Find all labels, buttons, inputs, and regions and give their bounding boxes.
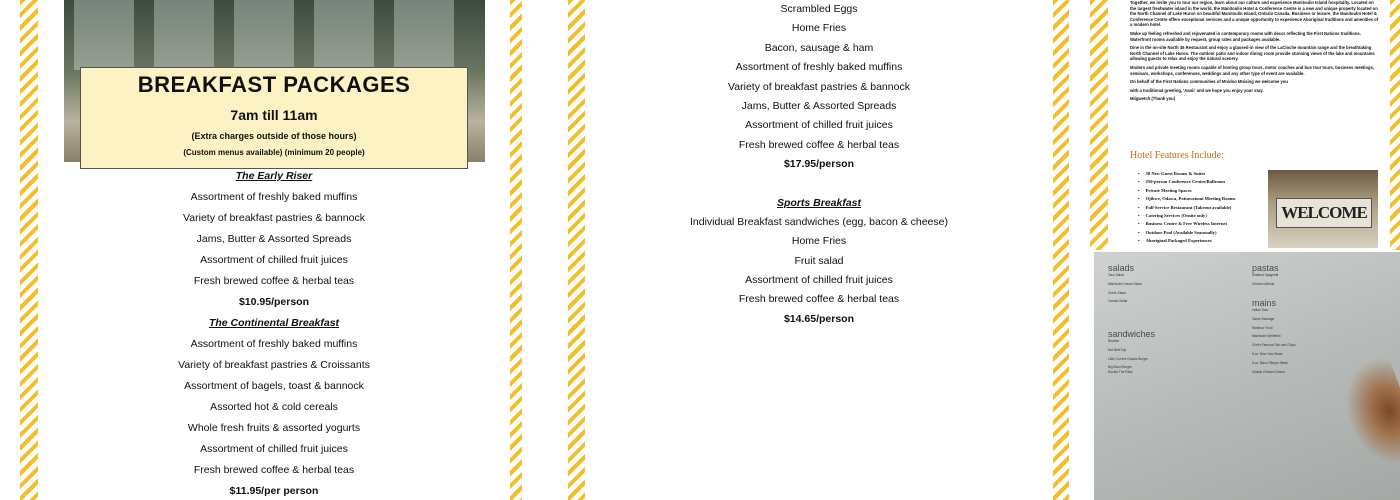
- menu-item: Home Fries: [791, 235, 847, 248]
- hours-text: 7am till 11am: [230, 107, 318, 123]
- paragraph: Together, we invite you to tour our region, learn about our culture and experience Manitoulin Island hospitality. Located on the largest freshwater island in the world, the Manitoulin Hotel & Conference Centre is a new and unique property located on the North Channel of Lake Huron on beautiful Manitoulin Island, Ontario Canada. Business or leisure, the Manitoulin Hotel & Conference Centre offers exceptional services and a unique opportunity to experience Aboriginal traditions and amenities of a modern hotel.: [1130, 0, 1379, 28]
- menu-item: Greek Salad: [1108, 290, 1126, 295]
- menu-item: Fresh brewed coffee & herbal teas: [738, 138, 900, 151]
- menu-item: Little Current Classic Burger: [1108, 356, 1148, 361]
- menu-section-heading: pastas: [1252, 263, 1279, 273]
- early-riser-heading: The Early Riser: [235, 170, 313, 182]
- menu-item: Fruit salad: [794, 254, 844, 267]
- continental-price: $11.95/per person: [229, 485, 319, 497]
- menu-item: Bacon, sausage & ham: [764, 41, 874, 54]
- menu-item: Variety of breakfast pastries & bannock: [183, 212, 365, 224]
- feather-decoration: [1331, 353, 1400, 477]
- stripe-border-right-page1: [510, 0, 522, 500]
- menu-item: Jams, Butter & Assorted Spreads: [741, 99, 897, 112]
- menu-item: Big Bison Burger: [1108, 365, 1132, 370]
- list-item: • 250-person Conference Centre/Ballroom: [1138, 178, 1278, 186]
- menu-item: Assortment of freshly baked muffins: [190, 338, 358, 350]
- menu-item: Individual Breakfast sandwiches (egg, bacon & cheese): [690, 215, 948, 228]
- paragraph: Dine in the on-site North 46 Restaurant and enjoy a glassed-in view of the LaCloche mountain range and the breathtaking North Channel of Lake Huron. The outdoor patio and indoor dining room provide stunning views of the lake and mountains allowing guests to relax and enjoy the natural scenery.: [1130, 45, 1375, 62]
- menu-item: Game Sausage: [1252, 316, 1275, 321]
- custom-menus-note: (Custom menus available) (minimum 20 people): [183, 148, 365, 157]
- menu-item: 8 oz. Bison Ribeye Steak: [1252, 360, 1288, 365]
- menu-item: Variety of breakfast pastries & bannock: [728, 80, 910, 93]
- menu-item: Chef's Famous Fish and Chips: [1252, 343, 1296, 348]
- menu-item: Seafood Spaghetti: [1252, 273, 1279, 277]
- menu-item: Fresh brewed coffee & herbal teas: [738, 293, 900, 306]
- list-item: • Outdoor Pool (Available Seasonally): [1138, 229, 1278, 237]
- menu-item: Fresh brewed coffee & herbal teas: [193, 464, 355, 476]
- menu-section-heading: salads: [1108, 263, 1135, 273]
- list-item: • Ojibwe, Odawa, Pottawatomi Meeting Rooms: [1138, 195, 1278, 203]
- menu-item: Fresh brewed coffee & herbal teas: [193, 275, 355, 287]
- breakfast-packages-page-1: [38, 0, 510, 500]
- list-item: • Business Centre & Free Wireless Internet: [1138, 220, 1278, 228]
- menu-item: Assortment of bagels, toast & bannock: [184, 380, 364, 392]
- welcome-sign: WELCOME: [1276, 198, 1372, 228]
- breakfast-packages-page-2: [585, 0, 1053, 500]
- hot-breakfast-menu: [585, 0, 1053, 329]
- menu-item: Assortment of freshly baked muffins: [735, 61, 903, 74]
- menu-right-column: [1252, 260, 1392, 374]
- features-title: Hotel Features Include:: [1130, 150, 1224, 161]
- list-item: • Private Meeting Spaces: [1138, 187, 1278, 195]
- menu-item: Assortment of chilled fruit juices: [745, 119, 893, 132]
- menu-item: Jams, Butter & Assorted Spreads: [196, 233, 352, 245]
- welcome-sign-photo: [1268, 170, 1378, 248]
- early-riser-price: $10.95/person: [238, 296, 310, 308]
- menu-section-heading: mains: [1252, 298, 1277, 309]
- menu-section-heading: sandwiches: [1108, 328, 1156, 339]
- hotel-info-page: [1108, 0, 1390, 250]
- menu-item: Reuben: [1108, 338, 1120, 343]
- menu-item: Rainbow Trout: [1252, 325, 1273, 330]
- restaurant-menu-photo: [1094, 252, 1400, 500]
- sports-breakfast-heading: Sports Breakfast: [776, 196, 862, 209]
- list-item: • Full-Service Restaurant (Takeout available): [1138, 204, 1278, 212]
- extra-charges-note: (Extra charges outside of those hours): [191, 131, 357, 141]
- paragraph: with a traditional greeting, 'Aanii' and we hope you enjoy your stay.: [1130, 87, 1264, 93]
- menu-item: Taco Salad: [1108, 273, 1124, 277]
- menu-item: Chicken Alfredo: [1252, 281, 1275, 286]
- hot-breakfast-price: $17.95/person: [783, 158, 855, 171]
- breakfast-packages-title-box: [80, 67, 468, 169]
- menu-item: Caesar Salad: [1108, 299, 1128, 304]
- list-item: • 58 New Guest Rooms & Suites: [1138, 170, 1278, 178]
- stripe-border-right-page2: [1053, 0, 1069, 500]
- menu-item: Assorted hot & cold cereals: [210, 401, 338, 413]
- menu-item: Classic Chicken Dinner: [1252, 369, 1285, 374]
- menu-item: Indian Taco: [1252, 308, 1269, 313]
- paragraph: Modern and private meeting rooms capable of hosting group tours, motor coaches and bus tour tours, business meetings, seminars, workshops, conferences, weddings and any other type of event are available.: [1130, 64, 1375, 76]
- list-item: • Catering Services (Onsite only): [1138, 212, 1278, 220]
- features-list: [1138, 170, 1278, 246]
- menu-item: Manitoulin Whitefish: [1252, 334, 1281, 339]
- menu-item: Assortment of chilled fruit juices: [745, 274, 893, 287]
- menu-item: 8 oz. New York Steak: [1252, 352, 1283, 357]
- paragraph: Wake up feeling refreshed and rejuvenated in contemporary rooms with decor reflecting the First Nations traditions. Waterfront rooms available by request, group rates and packages available.: [1130, 30, 1361, 42]
- menu-left-column: [1108, 260, 1248, 374]
- page-title: BREAKFAST PACKAGES: [137, 72, 411, 97]
- menu-item: Variety of breakfast pastries & Croissants: [178, 359, 370, 371]
- menu-item: Whole fresh fruits & assorted yogurts: [187, 422, 361, 434]
- stripe-border-right-page3: [1390, 0, 1400, 250]
- list-item: • Aboriginal Packaged Experiences: [1138, 237, 1278, 245]
- paragraph: Miigwetch (Thank you): [1130, 96, 1176, 102]
- menu-item: Home Fries: [791, 22, 847, 35]
- stripe-border-left-page3: [1090, 0, 1108, 250]
- menu-item: Assortment of chilled fruit juices: [200, 443, 348, 455]
- menu-item: Assortment of freshly baked muffins: [190, 191, 358, 203]
- stripe-border-left-page1: [20, 0, 38, 500]
- menu-item: Double The Patty: [1108, 369, 1133, 374]
- menu-item: Scrambled Eggs: [780, 3, 858, 15]
- stripe-border-left-page2: [568, 0, 585, 500]
- menu-item: Assortment of chilled fruit juices: [200, 254, 348, 266]
- early-riser-menu: [38, 166, 510, 500]
- hotel-description: [1130, 0, 1380, 105]
- menu-item: Manitoulin House Salad: [1108, 281, 1142, 286]
- sports-breakfast-price: $14.65/person: [783, 312, 855, 325]
- continental-heading: The Continental Breakfast: [208, 317, 340, 329]
- paragraph: On behalf of the First Nations communities of Mnidoo Mnising we welcome you: [1130, 79, 1288, 85]
- menu-item: Hot Beef Dip: [1108, 347, 1127, 352]
